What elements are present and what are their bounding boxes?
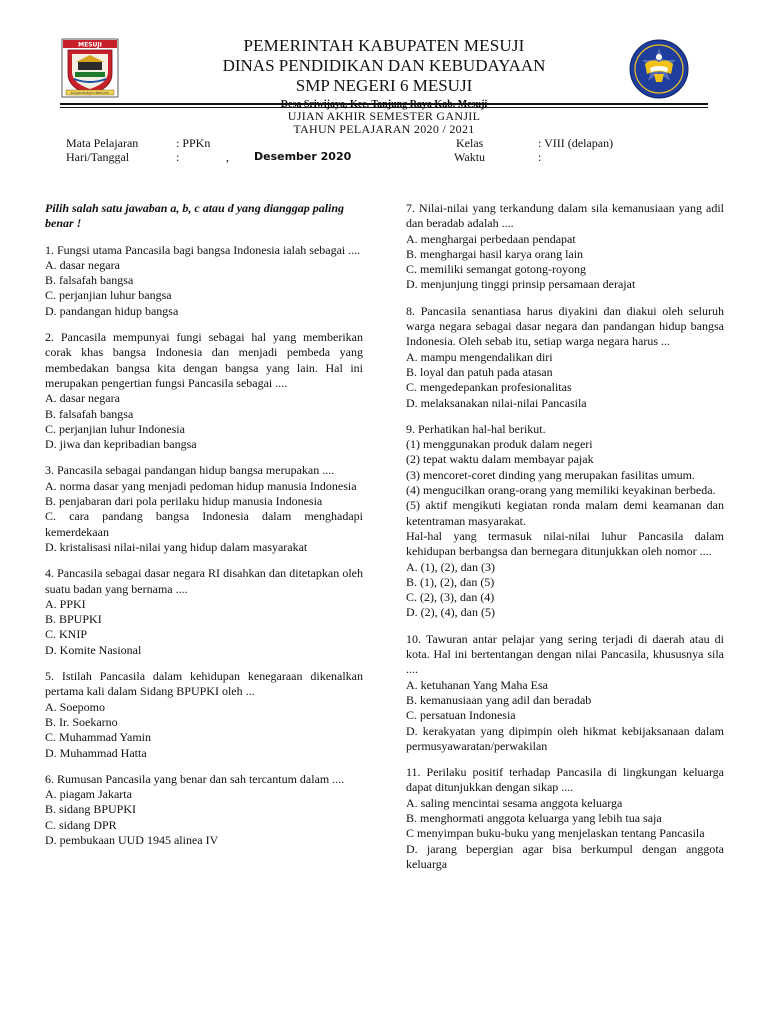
answer-option: D. Komite Nasional <box>45 642 142 657</box>
questions-column-right <box>406 201 724 883</box>
question-stem: 4. Pancasila sebagai dasar negara RI disahkan dan ditetapkan oleh suatu badan yang bernama .... <box>45 566 363 596</box>
class-value: : VIII (delapan) <box>538 136 614 150</box>
answer-option: B. loyal dan patuh pada atasan <box>406 364 553 379</box>
answer-option: D. melaksanakan nilai-nilai Pancasila <box>406 395 587 410</box>
answer-option: C. cara pandang bangsa Indonesia dalam menghadapi kemerdekaan <box>45 509 363 539</box>
school-name: SMP NEGERI 6 MESUJI <box>295 76 473 95</box>
answer-option: D. kerakyatan yang dipimpin oleh hikmat kebijaksanaan dalam permusyawaratan/perwakilan <box>406 723 724 753</box>
letterhead <box>0 36 768 110</box>
question-item <box>406 632 724 754</box>
answer-option: A. dasar negara <box>45 257 120 272</box>
answer-option: A. mampu mengendalikan diri <box>406 349 553 364</box>
day-separator: : <box>176 150 180 164</box>
question-item <box>45 772 363 848</box>
answer-option: A. (1), (2), dan (3) <box>406 559 495 574</box>
answer-option: C. (2), (3), dan (4) <box>406 590 495 605</box>
letterhead-divider-thin <box>60 107 708 108</box>
answer-option: C. sidang DPR <box>45 817 117 832</box>
day-label: Hari/Tanggal <box>66 150 130 164</box>
answer-option: (1) menggunakan produk dalam negeri <box>406 437 593 452</box>
government-line: PEMERINTAH KABUPATEN MESUJI <box>243 36 525 55</box>
answer-option: (3) mencoret-coret dinding yang merupakan fasilitas umum. <box>406 467 695 482</box>
exam-title: UJIAN AKHIR SEMESTER GANJIL <box>287 109 481 123</box>
answer-option: (4) mengucilkan orang-orang yang memiliki keyakinan berbeda. <box>406 483 716 498</box>
answer-option: D. Muhammad Hatta <box>45 745 147 760</box>
answer-option: C. perjanjian luhur bangsa <box>45 288 172 303</box>
time-separator: : <box>538 150 542 164</box>
answer-option: B. (1), (2), dan (5) <box>406 574 495 589</box>
question-stem: 5. Istilah Pancasila dalam kehidupan kenegaraan dikenalkan pertama kali dalam Sidang BPUPKI oleh ... <box>45 669 363 699</box>
answer-option: A. menghargai perbedaan pendapat <box>406 231 576 246</box>
question-item <box>45 669 363 761</box>
question-stem: 7. Nilai-nilai yang terkandung dalam sila kemanusiaan yang adil dan beradab adalah .... <box>406 201 724 231</box>
answer-option: D. jiwa dan kepribadian bangsa <box>45 437 197 452</box>
answer-option: C. Muhammad Yamin <box>45 730 152 745</box>
answer-option: D. pembukaan UUD 1945 alinea IV <box>45 832 219 847</box>
question-stem: 9. Perhatikan hal-hal berikut. <box>406 421 546 436</box>
answer-option: C. persatuan Indonesia <box>406 708 516 723</box>
answer-option: (2) tepat waktu dalam membayar pajak <box>406 452 594 467</box>
answer-option: C. perjanjian luhur Indonesia <box>45 421 185 436</box>
answer-option: B. falsafah bangsa <box>45 406 134 421</box>
answer-option: D. pandangan hidup bangsa <box>45 303 179 318</box>
answer-option: B. BPUPKI <box>45 612 102 627</box>
question-stem: 2. Pancasila mempunyai fungi sebagai hal yang memberikan corak khas bangsa Indonesia dan menjadi pembeda yang membedakan bangsa kita dengan bangsa yang lain. Hal ini merupakan pengertian fungsi Pancasila sebagai .... <box>45 330 363 390</box>
exam-year: TAHUN PELAJARAN 2020 / 2021 <box>293 122 475 136</box>
answer-option: D. kristalisasi nilai-nilai yang hidup dalam masyarakat <box>45 539 308 554</box>
answer-option: D. (2), (4), dan (5) <box>406 605 495 620</box>
questions-column-left <box>45 201 363 859</box>
question-item <box>45 566 363 658</box>
question-stem: 3. Pancasila sebagai pandangan hidup bangsa merupakan .... <box>45 463 335 478</box>
question-item <box>406 304 724 411</box>
answer-option: A. dasar negara <box>45 391 120 406</box>
question-item <box>406 765 724 872</box>
answer-option: B. falsafah bangsa <box>45 273 134 288</box>
emblem-title: MESUJI <box>78 41 102 49</box>
answer-option: B. kemanusiaan yang adil dan beradab <box>406 692 592 707</box>
answer-option: B. Ir. Soekarno <box>45 714 118 729</box>
answer-option: B. menghargai hasil karya orang lain <box>406 246 584 261</box>
answer-option: C. memiliki semangat gotong-royong <box>406 262 586 277</box>
answer-option: C. mengedepankan profesionalitas <box>406 380 572 395</box>
answer-option: (5) aktif mengikuti kegiatan ronda malam demi keamanan dan ketentraman masyarakat. <box>406 498 724 528</box>
school-address: Desa Sriwijaya, Kec. Tanjung Raya Kab. Mesuji <box>280 99 488 110</box>
answer-option: Hal-hal yang termasuk nilai-nilai luhur Pancasila dalam kehidupan berbangsa dan bernegara ditunjukkan oleh nomor .... <box>406 528 724 559</box>
answer-option: A. piagam Jakarta <box>45 787 132 802</box>
question-list-left <box>45 243 363 849</box>
answer-option: B. sidang BPUPKI <box>45 802 137 817</box>
answer-option: D. menjunjung tinggi prinsip persamaan derajat <box>406 277 636 292</box>
class-label: Kelas <box>456 136 484 150</box>
answer-option: C menyimpan buku-buku yang menjelaskan tentang Pancasila <box>406 826 705 841</box>
answer-option: A. Soepomo <box>45 699 105 714</box>
question-item <box>45 243 363 319</box>
answer-option: A. ketuhanan Yang Maha Esa <box>406 677 548 692</box>
day-comma: , <box>226 150 229 164</box>
question-stem: 6. Rumusan Pancasila yang benar dan sah tercantum dalam .... <box>45 771 345 786</box>
question-item <box>406 201 724 293</box>
question-item <box>45 463 363 555</box>
answer-option: A. norma dasar yang menjadi pedoman hidup manusia Indonesia <box>45 478 357 493</box>
exam-date: Desember 2020 <box>254 150 352 163</box>
question-list-right <box>406 201 724 872</box>
answer-option: A. PPKI <box>45 596 86 611</box>
answer-option: B. penjabaran dari pola perilaku hidup manusia Indonesia <box>45 494 323 509</box>
instruction: Pilih salah satu jawaban a, b, c atau d yang dianggap paling benar ! <box>45 201 345 231</box>
question-stem: 1. Fungsi utama Pancasila bagi bangsa Indonesia ialah sebagai .... <box>45 242 361 257</box>
exam-info <box>66 136 706 164</box>
department-line: DINAS PENDIDIKAN DAN KEBUDAYAAN <box>222 56 546 75</box>
question-item <box>406 422 724 621</box>
subject-label: Mata Pelajaran <box>66 136 139 150</box>
question-item <box>45 330 363 452</box>
answer-option: C. KNIP <box>45 627 88 642</box>
question-stem: 11. Perilaku positif terhadap Pancasila di lingkungan keluarga dapat ditunjukkan dengan sikap .... <box>406 765 724 795</box>
question-stem: 8. Pancasila senantiasa harus diyakini dan diakui oleh seluruh warga negara sebagai dasar negara dan pandangan hidup bangsa Indonesia. Oleh sebab itu, setiap warga negara harus ... <box>406 303 724 349</box>
time-label: Waktu <box>454 150 486 164</box>
letterhead-divider <box>60 103 708 105</box>
answer-option: D. jarang bepergian agar bisa berkumpul dengan anggota keluarga <box>406 841 724 871</box>
emblem-motto: RAGAM BUDAYA BERSATU <box>70 91 110 95</box>
question-stem: 10. Tawuran antar pelajar yang sering terjadi di daerah atau di kota. Hal ini bertentangan dengan nilai Pancasila, khususnya sila .... <box>406 631 724 677</box>
exam-heading <box>0 110 768 136</box>
answer-option: B. menghormati anggota keluarga yang lebih tua saja <box>406 810 662 825</box>
answer-option: A. saling mencintai sesama anggota keluarga <box>406 795 623 810</box>
subject-value: : PPKn <box>176 136 211 150</box>
